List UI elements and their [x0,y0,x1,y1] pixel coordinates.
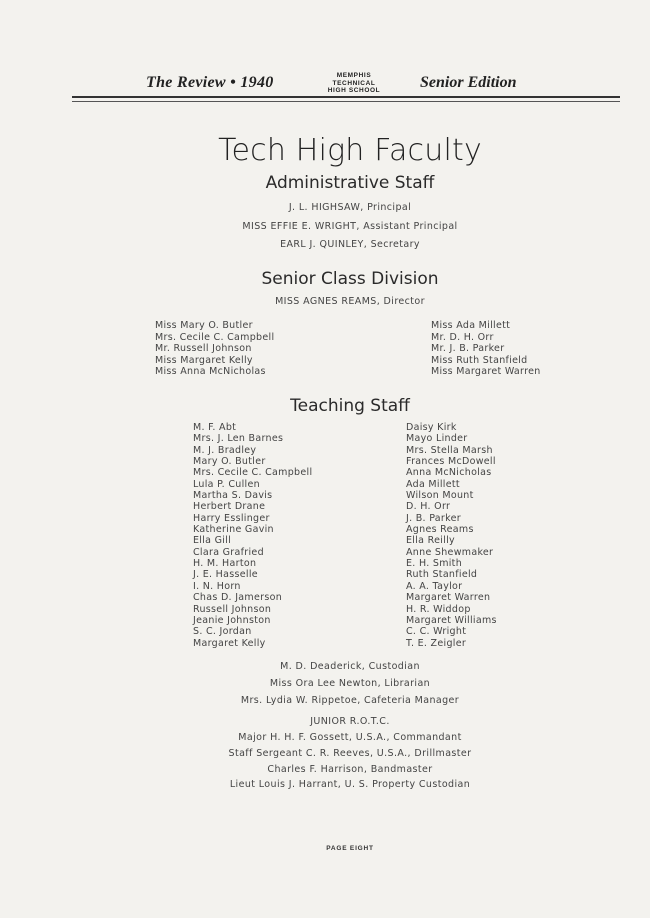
list-item: Clara Grafried [193,546,264,558]
list-item: T. E. Zeigler [406,637,467,649]
rotc-member: Staff Sergeant C. R. Reeves, U.S.A., Drillmaster [228,748,472,759]
list-item: Mrs. J. Len Barnes [193,433,284,445]
list-item: E. H. Smith [406,558,463,570]
list-item: Martha S. Davis [193,490,273,502]
senior-division-heading: Senior Class Division [261,269,439,289]
admin-member: MISS EFFIE E. WRIGHT, Assistant Principal [242,221,458,232]
other-staff-member: Miss Ora Lee Newton, Librarian [269,678,431,689]
list-item: M. J. Bradley [193,444,257,456]
masthead-rule [72,96,620,102]
teaching-staff-heading: Teaching Staff [290,396,410,416]
list-item: Margaret Warren [406,592,491,604]
list-item: Wilson Mount [406,490,474,502]
list-item: Jeanie Johnston [193,614,271,626]
list-item: A. A. Taylor [406,580,463,592]
teaching-staff-right-list [406,422,497,649]
list-item: D. H. Orr [406,501,451,513]
senior-division-right-list [431,320,541,378]
list-item: S. C. Jordan [193,626,252,638]
list-item: Margaret Kelly [193,637,266,649]
masthead-title: The Review • 1940 [146,74,274,91]
masthead-school-line-2: TECHNICAL [332,79,376,87]
administrative-heading: Administrative Staff [265,173,435,193]
list-item: Daisy Kirk [406,422,457,433]
list-item: Ada Millett [406,478,460,490]
masthead [72,72,620,100]
masthead-school [319,72,389,95]
list-item: Mrs. Cecile C. Campbell [155,331,275,343]
list-item: Katherine Gavin [193,524,274,536]
list-item: J. B. Parker [406,512,461,524]
list-item: C. C. Wright [406,626,467,638]
list-item: Anne Shewmaker [406,546,494,558]
list-item: Mr. D. H. Orr [431,331,494,343]
list-item: Miss Mary O. Butler [155,320,253,331]
list-item: Harry Esslinger [193,512,270,524]
page-title: Tech High Faculty [218,133,482,168]
list-item: Chas D. Jamerson [193,592,283,604]
list-item: Mayo Linder [406,433,468,445]
masthead-school-line-3: HIGH SCHOOL [327,87,381,94]
list-item: Mrs. Cecile C. Campbell [193,467,313,479]
list-item: Frances McDowell [406,456,496,468]
list-item: Miss Anna McNicholas [155,366,266,377]
list-item: Mr. J. B. Parker [431,343,505,354]
list-item: Miss Margaret Kelly [155,354,253,366]
masthead-school-line-1: MEMPHIS [336,72,372,79]
list-item: Russell Johnson [193,603,272,615]
rotc-member: Charles F. Harrison, Bandmaster [267,764,433,775]
list-item: Mrs. Stella Marsh [406,444,493,456]
rotc-heading: JUNIOR R.O.T.C. [310,716,390,727]
rotc-member: Major H. H. F. Gossett, U.S.A., Commandant [238,732,462,743]
list-item: Miss Margaret Warren [431,366,541,377]
list-item: M. F. Abt [193,422,237,433]
list-item: Mary O. Butler [193,456,266,468]
list-item: Herbert Drane [193,501,266,513]
senior-division-director: MISS AGNES REAMS, Director [275,296,425,307]
list-item: Ella Gill [193,535,232,547]
other-staff-member: Mrs. Lydia W. Rippetoe, Cafeteria Manager [240,695,460,706]
rotc-member: Lieut Louis J. Harrant, U. S. Property Custodian [229,779,471,790]
list-item: Anna McNicholas [406,467,492,479]
senior-division-left-list [155,320,274,378]
list-item: Miss Ruth Stanfield [431,354,528,366]
list-item: Miss Ada Millett [431,320,511,331]
list-item: Ella Reilly [406,535,455,547]
other-staff-member: M. D. Deaderick, Custodian [280,661,420,672]
list-item: J. E. Hasselle [193,569,258,581]
list-item: H. R. Widdop [406,603,471,615]
list-item: Margaret Williams [406,614,497,626]
list-item: I. N. Horn [193,580,241,592]
list-item: Lula P. Cullen [193,478,260,490]
teaching-staff-left-list [193,422,312,649]
list-item: Mr. Russell Johnson [155,343,252,354]
list-item: Agnes Reams [406,524,474,536]
admin-member: J. L. HIGHSAW, Principal [288,202,412,213]
page-number: PAGE EIGHT [326,845,374,852]
list-item: H. M. Harton [193,558,257,570]
masthead-edition: Senior Edition [420,74,517,91]
list-item: Ruth Stanfield [406,569,478,581]
admin-member: EARL J. QUINLEY, Secretary [280,239,420,250]
